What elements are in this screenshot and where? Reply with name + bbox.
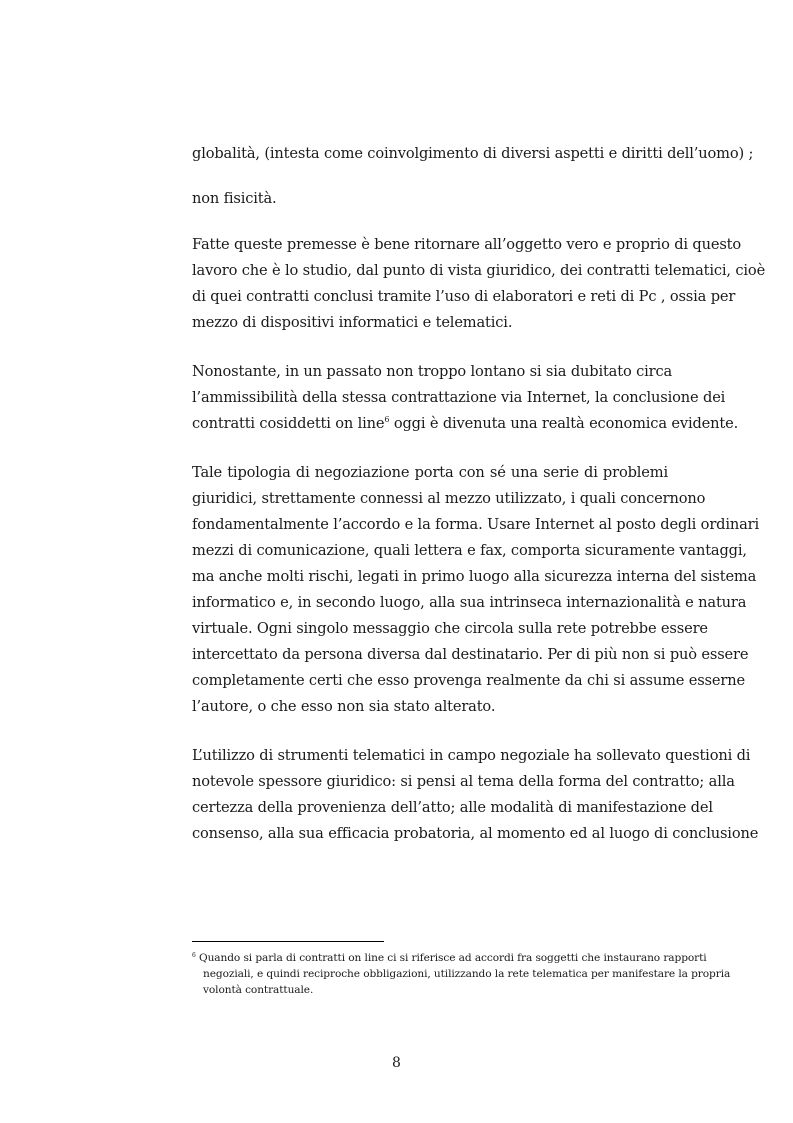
footnote-separator bbox=[192, 941, 384, 942]
paragraph-2-line-2: l’ammissibilità della stessa contrattazione via Internet, la conclusione dei bbox=[192, 389, 726, 406]
paragraph-3-line-8: intercettato da persona diversa dal destinatario. Per di più non si può essere bbox=[192, 646, 749, 663]
footnote-marker: 6 bbox=[192, 952, 196, 959]
footnote-line-2: negoziali, e quindi reciproche obbligazioni, utilizzando la rete telematica per manifestare la propria bbox=[203, 968, 731, 980]
footnote-line-1 bbox=[192, 950, 707, 966]
paragraph-3-line-4: mezzi di comunicazione, quali lettera e fax, comporta sicuramente vantaggi, bbox=[192, 542, 747, 559]
paragraph-4-line-4: consenso, alla sua efficacia probatoria, al momento ed al luogo di conclusione bbox=[192, 825, 759, 842]
paragraph-1-line-2: lavoro che è lo studio, dal punto di vista giuridico, dei contratti telematici, cioè bbox=[192, 262, 766, 279]
footnote-reference: 6 bbox=[384, 415, 390, 424]
paragraph-1-line-1: Fatte queste premesse è bene ritornare all’oggetto vero e proprio di questo bbox=[192, 236, 742, 253]
paragraph-2-line-3 bbox=[192, 411, 739, 437]
paragraph-4-line-2: notevole spessore giuridico: si pensi al tema della forma del contratto; alla bbox=[192, 773, 735, 790]
paragraph-3-line-1: Tale tipologia di negoziazione porta con sé una serie di problemi bbox=[192, 464, 668, 481]
paragraph-1-line-3: di quei contratti conclusi tramite l’uso di elaboratori e reti di Pc , ossia per bbox=[192, 288, 736, 305]
paragraph-4-line-1: L’utilizzo di strumenti telematici in campo negoziale ha sollevato questioni di bbox=[192, 747, 751, 764]
list-item-globalita: globalità, (intesta come coinvolgimento di diversi aspetti e diritti dell’uomo) ; bbox=[192, 145, 754, 162]
footnote-line-3: volontà contrattuale. bbox=[203, 984, 314, 996]
paragraph-3-line-7: virtuale. Ogni singolo messaggio che circola sulla rete potrebbe essere bbox=[192, 620, 708, 637]
footnote-text-1: Quando si parla di contratti on line ci si riferisce ad accordi fra soggetti che instaurano rapporti bbox=[195, 952, 707, 964]
paragraph-1-line-4: mezzo di dispositivi informatici e telematici. bbox=[192, 314, 513, 331]
paragraph-3-line-9: completamente certi che esso provenga realmente da chi si assume esserne bbox=[192, 672, 745, 689]
paragraph-3-line-6: informatico e, in secondo luogo, alla sua intrinseca internazionalità e natura bbox=[192, 594, 747, 611]
paragraph-3-line-5: ma anche molti rischi, legati in primo luogo alla sicurezza interna del sistema bbox=[192, 568, 757, 585]
paragraph-3-line-3: fondamentalmente l’accordo e la forma. Usare Internet al posto degli ordinari bbox=[192, 516, 759, 533]
paragraph-2-text-a: contratti cosiddetti on line bbox=[192, 415, 385, 432]
paragraph-3-line-10: l’autore, o che esso non sia stato alterato. bbox=[192, 698, 496, 715]
paragraph-2-line-1: Nonostante, in un passato non troppo lontano si sia dubitato circa bbox=[192, 363, 673, 380]
paragraph-3-line-2: giuridici, strettamente connessi al mezzo utilizzato, i quali concernono bbox=[192, 490, 706, 507]
page-number: 8 bbox=[392, 1055, 401, 1071]
paragraph-2-text-b: oggi è divenuta una realtà economica evidente. bbox=[389, 415, 739, 432]
list-item-non-fisicita: non fisicità. bbox=[192, 190, 277, 207]
paragraph-4-line-3: certezza della provenienza dell’atto; alle modalità di manifestazione del bbox=[192, 799, 713, 816]
